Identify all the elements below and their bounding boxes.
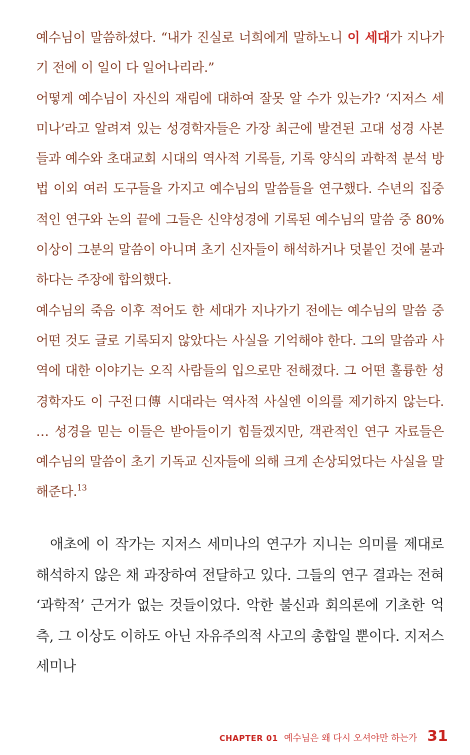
quote-text: 가 지나가기 전에 이 일이 다 일어나리라.” — [36, 31, 444, 77]
block-quote — [36, 24, 444, 509]
highlighted-phrase: 이 세대 — [347, 31, 390, 46]
body-text — [36, 530, 444, 683]
quote-paragraph-2: 어떻게 예수님이 자신의 재림에 대하여 잘못 알 수가 있는가? ‘지저스 세미나’라고 알려져 있는 성경학자들은 가장 최근에 발견된 고대 성경 사본들과 예수와 초대교회 시대의 역사적 기록들, 기록 양식의 과학적 분석 방법 이외 여러 도구들을 가지고 예수님의 말씀들을 연구했다. 수년의 집중적인 연구와 논의 끝에 그들은 신약성경에 기록된 예수님의 말씀 중 80% 이상이 그분의 말씀이 아니며 초기 신자들이 해석하거나 덧붙인 것에 불과하다는 주장에 합의했다. — [36, 91, 444, 289]
quote-paragraph-1 — [36, 24, 444, 85]
chapter-title: 예수님은 왜 다시 오셔야만 하는가 — [283, 734, 418, 744]
footnote-marker: 13 — [77, 484, 87, 494]
body-paragraph: 애초에 이 작가는 지저스 세미나의 연구가 지니는 의미를 제대로 해석하지 않은 채 과장하여 전달하고 있다. 그들의 연구 결과는 전혀 ‘과학적’ 근거가 없는 것들이었다. 악한 불신과 회의론에 기초한 억측, 그 이상도 이하도 아닌 자유주의적 사고의 총합일 뿐이다. 지저스 세미나 — [36, 537, 444, 675]
quote-paragraph-3 — [36, 297, 444, 509]
quote-text: 예수님의 죽음 이후 적어도 한 세대가 지나가기 전에는 예수님의 말씀 중 어떤 것도 글로 기록되지 않았다는 사실을 기억해야 한다. 그의 말씀과 사역에 대한 이야기는 오직 사람들의 입으로만 전해졌다. 그 어떤 훌륭한 성경학자도 이 구전口傳 시대라는 역사적 사실엔 이의를 제기하지 않는다. … 성경을 믿는 이들은 받아들이기 힘들겠지만, 객관적인 연구 자료들은 예수님의 말씀이 초기 기독교 신자들에 의해 크게 손상되었다는 사실을 말해준다. — [36, 303, 444, 501]
running-footer — [219, 727, 448, 745]
page-number: 31 — [427, 727, 448, 745]
chapter-label: CHAPTER 01 — [219, 734, 278, 743]
quote-text: 예수님이 말씀하셨다. “내가 진실로 너희에게 말하노니 — [36, 31, 348, 46]
